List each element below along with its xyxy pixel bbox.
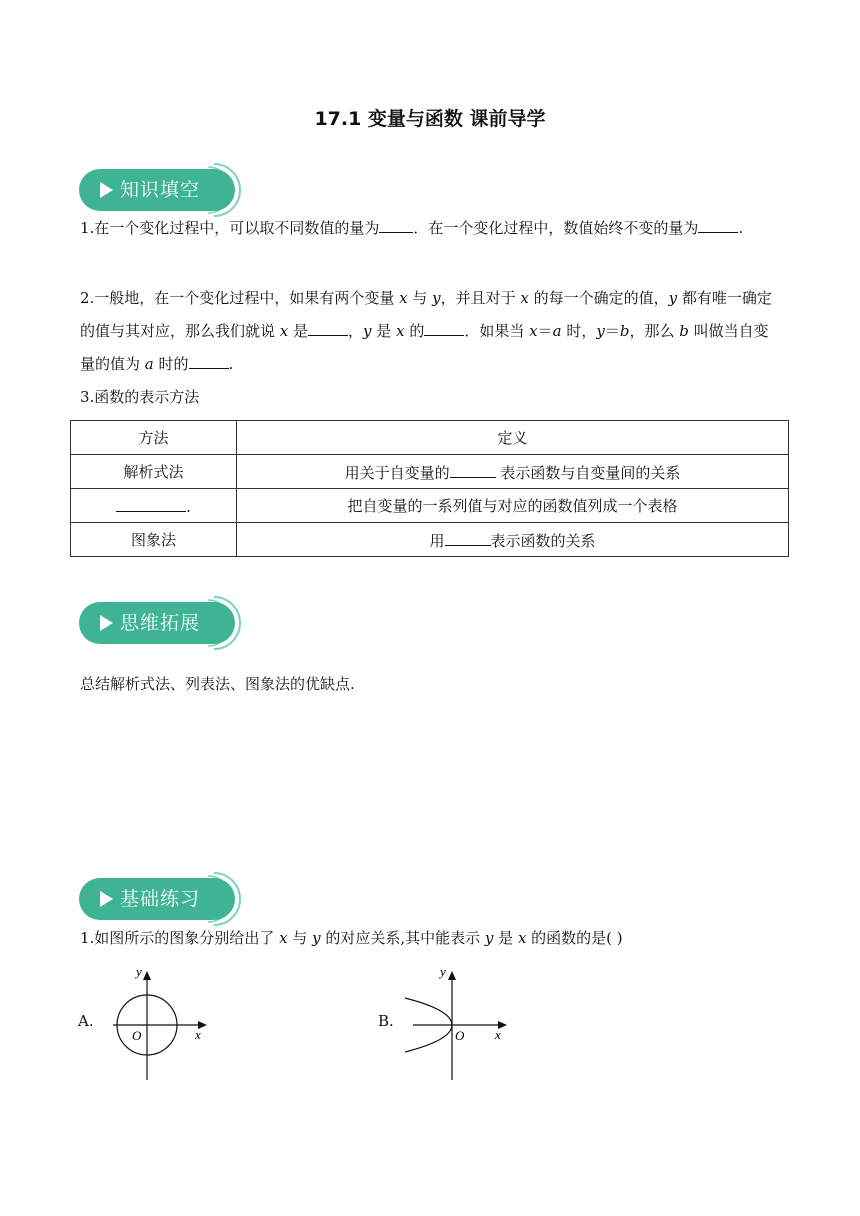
- practice-question-1: 1.如图所示的图象分别给出了 x 与 y 的对应关系,其中能表示 y 是 x 的函数的是( ): [80, 929, 623, 947]
- y-axis-arrow: [448, 971, 456, 980]
- graph-a-circle: [95, 960, 235, 1080]
- question-1: 1.在一个变化过程中，可以取不同数值的量为 ．在一个变化过程中，数值始终不变的量为 .: [80, 212, 780, 245]
- thinking-prompt: 总结解析式法、列表法、图象法的优缺点.: [80, 675, 355, 693]
- y-axis-arrow: [143, 971, 151, 980]
- table-cell-definition: 把自变量的一系列值与对应的函数值列成一个表格: [237, 489, 789, 523]
- question-3-heading: 3.函数的表示方法: [80, 388, 200, 406]
- table-cell-definition: 用 表示函数的关系: [237, 523, 789, 557]
- section-title: 思维拓展: [120, 612, 201, 634]
- question-2: 2.一般地，在一个变化过程中，如果有两个变量 x 与 y，并且对于 x 的每一个确定的值，y 都有唯一确定的值与其对应，那么我们就说 x 是 ，y 是 x 的 ．如果当 x＝a 时，y＝b，那么 b 叫做当自变量的值为 a 时的 .: [80, 289, 772, 373]
- section-title: 知识填空: [120, 179, 201, 201]
- section-badge-knowledge: [76, 160, 246, 220]
- x-axis-label: x: [195, 1027, 201, 1042]
- x-axis-label: x: [495, 1027, 501, 1042]
- table-row: [71, 421, 789, 455]
- origin-label: O: [455, 1028, 465, 1043]
- table-row: [71, 455, 789, 489]
- section-badge-thinking: [76, 593, 246, 653]
- table-cell-definition: 用关于自变量的 表示函数与自变量间的关系: [237, 455, 789, 489]
- section-title: 基础练习: [120, 888, 201, 910]
- table-cell-method: 图象法: [71, 523, 237, 557]
- origin-label: O: [132, 1028, 142, 1043]
- section-badge-practice: [76, 869, 246, 929]
- page-title: 17.1 变量与函数 课前导学: [314, 108, 546, 130]
- methods-table: [70, 420, 789, 557]
- option-a-label: A.: [78, 1012, 94, 1030]
- table-row: [71, 523, 789, 557]
- table-cell-method: .: [71, 489, 237, 523]
- y-axis-label: y: [440, 964, 446, 979]
- table-row: [71, 489, 789, 523]
- option-b-label: B.: [378, 1012, 394, 1030]
- table-cell-method: 解析式法: [71, 455, 237, 489]
- table-header-method: 方法: [71, 421, 237, 455]
- table-header-definition: 定义: [237, 421, 789, 455]
- graph-b-parabola: [395, 960, 535, 1080]
- y-axis-label: y: [136, 964, 142, 979]
